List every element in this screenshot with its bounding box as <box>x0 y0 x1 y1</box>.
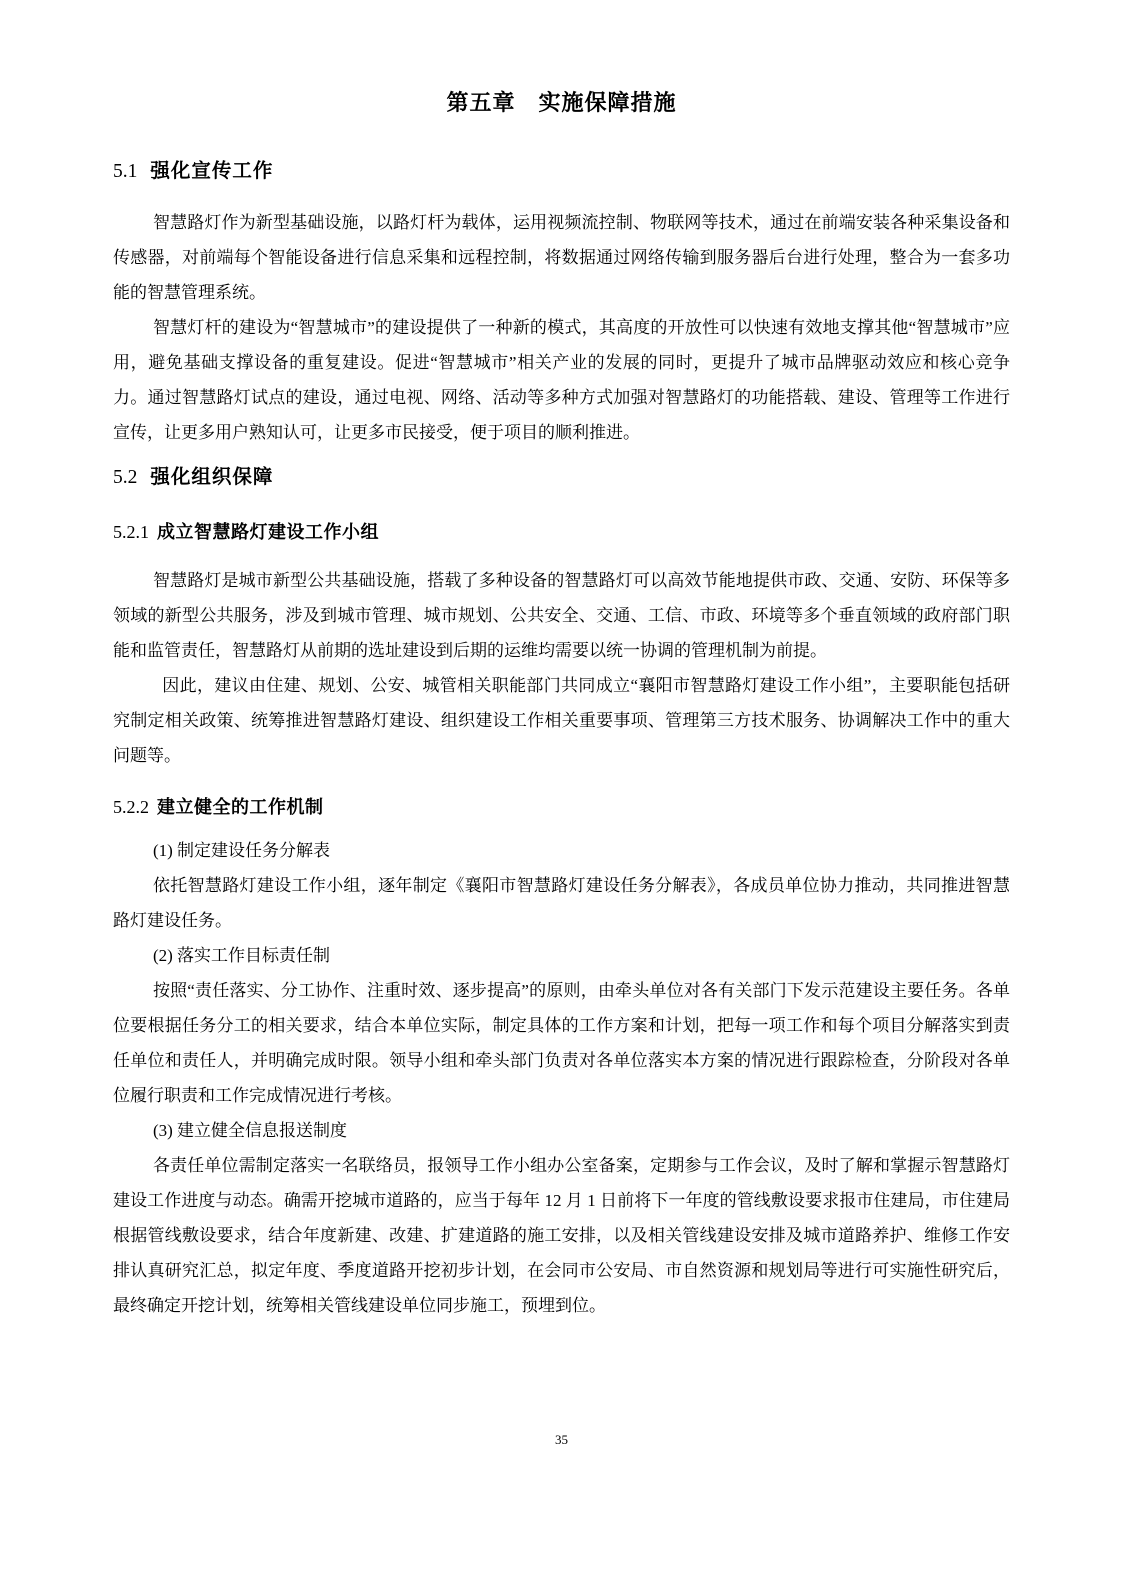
subsection-heading-5-2-2 <box>113 795 1010 819</box>
subsection-title: 成立智慧路灯建设工作小组 <box>157 522 379 542</box>
subsection-title: 建立健全的工作机制 <box>157 797 324 817</box>
body-paragraph: 因此，建议由住建、规划、公安、城管相关职能部门共同成立“襄阳市智慧路灯建设工作小组”，主要职能包括研究制定相关政策、统筹推进智慧路灯建设、组织建设工作相关重要事项、管理第三方技术服务、协调解决工作中的重大问题等。 <box>113 676 1010 765</box>
subsection-heading-5-2-1 <box>113 520 1010 544</box>
chapter-title: 第五章 实施保障措施 <box>446 90 677 115</box>
page-number: 35 <box>555 1432 568 1447</box>
section-number: 5.2 <box>113 467 138 488</box>
page-content <box>113 0 1010 1323</box>
body-paragraph: 按照“责任落实、分工协作、注重时效、逐步提高”的原则，由牵头单位对各有关部门下发示范建设主要任务。各单位要根据任务分工的相关要求，结合本单位实际，制定具体的工作方案和计划，把每一项工作和每个项目分解落实到责任单位和责任人，并明确完成时限。领导小组和牵头部门负责对各单位落实本方案的情况进行跟踪检查，分阶段对各单位履行职责和工作完成情况进行考核。 <box>113 981 1010 1105</box>
body-paragraph: 依托智慧路灯建设工作小组，逐年制定《襄阳市智慧路灯建设任务分解表》，各成员单位协力推动，共同推进智慧路灯建设任务。 <box>113 876 1010 930</box>
subsection-number: 5.2.1 <box>113 522 149 542</box>
section-title: 强化组织保障 <box>150 466 274 488</box>
subsection-number: 5.2.2 <box>113 797 149 817</box>
list-item-heading: (1) 制定建设任务分解表 <box>152 841 331 860</box>
list-item-heading: (2) 落实工作目标责任制 <box>152 946 331 965</box>
body-paragraph: 各责任单位需制定落实一名联络员，报领导工作小组办公室备案，定期参与工作会议，及时了解和掌握示智慧路灯建设工作进度与动态。确需开挖城市道路的，应当于每年 12 月 1 日前将下一年度的管线敷设要求报市住建局，市住建局根据管线敷设要求，结合年度新建、改建、扩建道路的施工安排，以及相关管线建设安排及城市道路养护、维修工作安排认真研究汇总，拟定年度、季度道路开挖初步计划，在会同市公安局、市自然资源和规划局等进行可实施性研究后，最终确定开挖计划，统筹相关管线建设单位同步施工，预埋到位。 <box>113 1156 1010 1315</box>
section-heading-5-2 <box>113 464 1010 491</box>
section-heading-5-1 <box>113 158 1010 185</box>
body-paragraph: 智慧路灯是城市新型公共基础设施，搭载了多种设备的智慧路灯可以高效节能地提供市政、交通、安防、环保等多领域的新型公共服务，涉及到城市管理、城市规划、公共安全、交通、工信、市政、环境等多个垂直领域的政府部门职能和监管责任，智慧路灯从前期的选址建设到后期的运维均需要以统一协调的管理机制为前提。 <box>113 571 1010 660</box>
list-item-heading: (3) 建立健全信息报送制度 <box>152 1121 348 1140</box>
section-title: 强化宣传工作 <box>150 160 274 182</box>
section-number: 5.1 <box>113 161 138 182</box>
body-paragraph: 智慧灯杆的建设为“智慧城市”的建设提供了一种新的模式，其高度的开放性可以快速有效地支撑其他“智慧城市”应用，避免基础支撑设备的重复建设。促进“智慧城市”相关产业的发展的同时，更提升了城市品牌驱动效应和核心竞争力。通过智慧路灯试点的建设，通过电视、网络、活动等多种方式加强对智慧路灯的功能搭载、建设、管理等工作进行宣传，让更多用户熟知认可，让更多市民接受，便于项目的顺利推进。 <box>113 318 1010 442</box>
body-paragraph: 智慧路灯作为新型基础设施，以路灯杆为载体，运用视频流控制、物联网等技术，通过在前端安装各种采集设备和传感器，对前端每个智能设备进行信息采集和远程控制，将数据通过网络传输到服务器后台进行处理，整合为一套多功能的智慧管理系统。 <box>113 213 1010 302</box>
